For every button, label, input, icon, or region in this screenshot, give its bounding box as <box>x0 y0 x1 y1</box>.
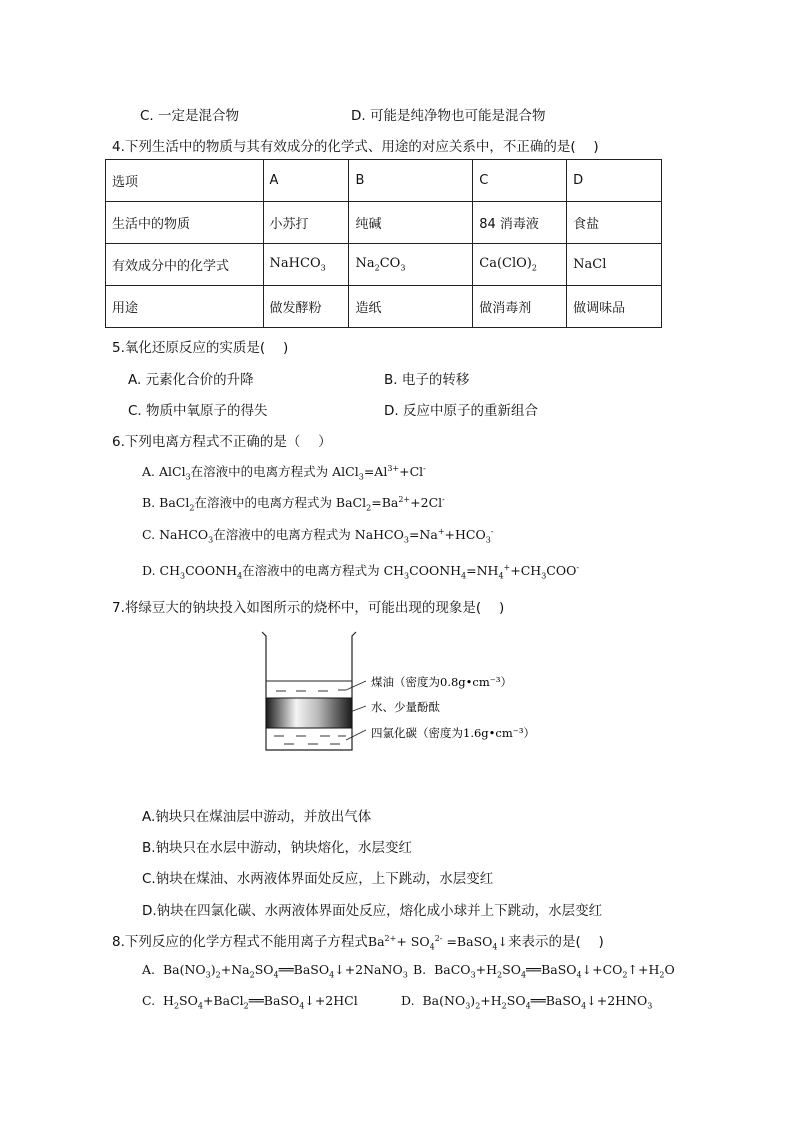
table-cell: 84 消毒液 <box>473 202 567 244</box>
q6-option-b: B. BaCl$_2$在溶液中的电离方程式为 $BaCl_2=Ba^{2+}+2Cl^-$ <box>142 494 445 513</box>
q5-stem: 5.氧化还原反应的实质是( ) <box>112 340 289 356</box>
table-cell: 选项 <box>106 160 264 202</box>
kerosene-layer <box>276 690 346 691</box>
label-ccl4: 四氯化碳（密度为1.6g•cm⁻³） <box>371 726 535 740</box>
q7-option-b: B.钠块只在水层中游动，钠块熔化，水层变红 <box>142 840 413 856</box>
q8-option-a: A. $Ba(NO_3)_2+Na_2SO_4══BaSO_4↓+2NaNO_3$ <box>142 962 408 980</box>
q6-option-a: A. AlCl$_3$在溶液中的电离方程式为 $AlCl_3=Al^{3+}+Cl^-$ <box>142 463 426 482</box>
table-cell: 做消毒剂 <box>473 286 567 328</box>
table-row <box>106 160 662 202</box>
beaker-figure <box>250 628 550 758</box>
q6-option-c: C. NaHCO$_3$在溶液中的电离方程式为 $NaHCO_3=Na^++HCO_3^-$ <box>142 526 494 545</box>
leader-line-kerosene <box>346 681 366 690</box>
water-layer <box>266 698 352 728</box>
table-cell: 食盐 <box>567 202 662 244</box>
q8-stem: 8.下列反应的化学方程式不能用离子方程式$Ba^{2+}+ SO_4^{2-}$ =BaSO$_4$↓来表示的是( ) <box>112 933 604 952</box>
leader-line-ccl4 <box>346 730 366 740</box>
q3-option-d: D. 可能是纯净物也可能是混合物 <box>351 108 546 124</box>
q3-option-c: C. 一定是混合物 <box>140 108 240 124</box>
q5-option-b: B. 电子的转移 <box>384 372 470 388</box>
table-row <box>106 202 662 244</box>
formula-cell: NaHCO$_3$ <box>263 244 349 286</box>
table-cell: 小苏打 <box>263 202 349 244</box>
label-water: 水、少量酚酞 <box>371 700 440 714</box>
table-cell: C <box>473 160 567 202</box>
q7-option-d: D.钠块在四氯化碳、水两液体界面处反应，熔化成小球并上下跳动，水层变红 <box>142 903 603 919</box>
q6-option-d: D. $CH_3COONH_4$在溶液中的电离方程式为 $CH_3COONH_4=NH_4^++CH_3COO^-$ <box>142 562 580 581</box>
table-row <box>106 244 662 286</box>
table-cell: D <box>567 160 662 202</box>
table-cell: B <box>349 160 473 202</box>
q5-option-c: C. 物质中氧原子的得失 <box>128 403 268 419</box>
table-cell: 做调味品 <box>567 286 662 328</box>
table-cell: 纯碱 <box>349 202 473 244</box>
q8-option-c: C. $H_2SO_4+BaCl_2══BaSO_4↓+2HCl$ <box>142 993 358 1011</box>
q7-stem: 7.将绿豆大的钠块投入如图所示的烧杯中，可能出现的现象是( ) <box>112 600 505 616</box>
formula-cell: $Ca(ClO)_2$ <box>473 244 567 286</box>
table-cell: 做发酵粉 <box>263 286 349 328</box>
q5-option-d: D. 反应中原子的重新组合 <box>384 403 538 419</box>
table-row <box>106 286 662 328</box>
q7-option-a: A.钠块只在煤油层中游动，并放出气体 <box>142 809 372 825</box>
q4-table <box>105 159 662 328</box>
table-cell: 造纸 <box>349 286 473 328</box>
q8-option-b: B. $BaCO_3+H_2SO_4══BaSO_4↓+CO_2↑+H_2O$ <box>413 962 675 980</box>
ccl4-layer <box>274 736 346 744</box>
q6-stem: 6.下列电离方程式不正确的是（ ） <box>112 434 332 450</box>
formula-cell: $Na_2CO_3$ <box>349 244 473 286</box>
table-cell: 有效成分中的化学式 <box>106 244 264 286</box>
q4-stem: 4.下列生活中的物质与其有效成分的化学式、用途的对应关系中，不正确的是( ) <box>112 139 599 155</box>
label-kerosene: 煤油（密度为0.8g•cm⁻³） <box>371 675 512 689</box>
formula-cell: NaCl <box>567 244 662 286</box>
q7-option-c: C.钠块在煤油、水两液体界面处反应，上下跳动，水层变红 <box>142 871 494 887</box>
q8-option-d: D. $Ba(NO_3)_2+H_2SO_4══BaSO_4↓+2HNO_3$ <box>401 993 653 1011</box>
q5-option-a: A. 元素化合价的升降 <box>128 372 254 388</box>
table-cell: A <box>263 160 349 202</box>
table-cell: 用途 <box>106 286 264 328</box>
table-cell: 生活中的物质 <box>106 202 264 244</box>
